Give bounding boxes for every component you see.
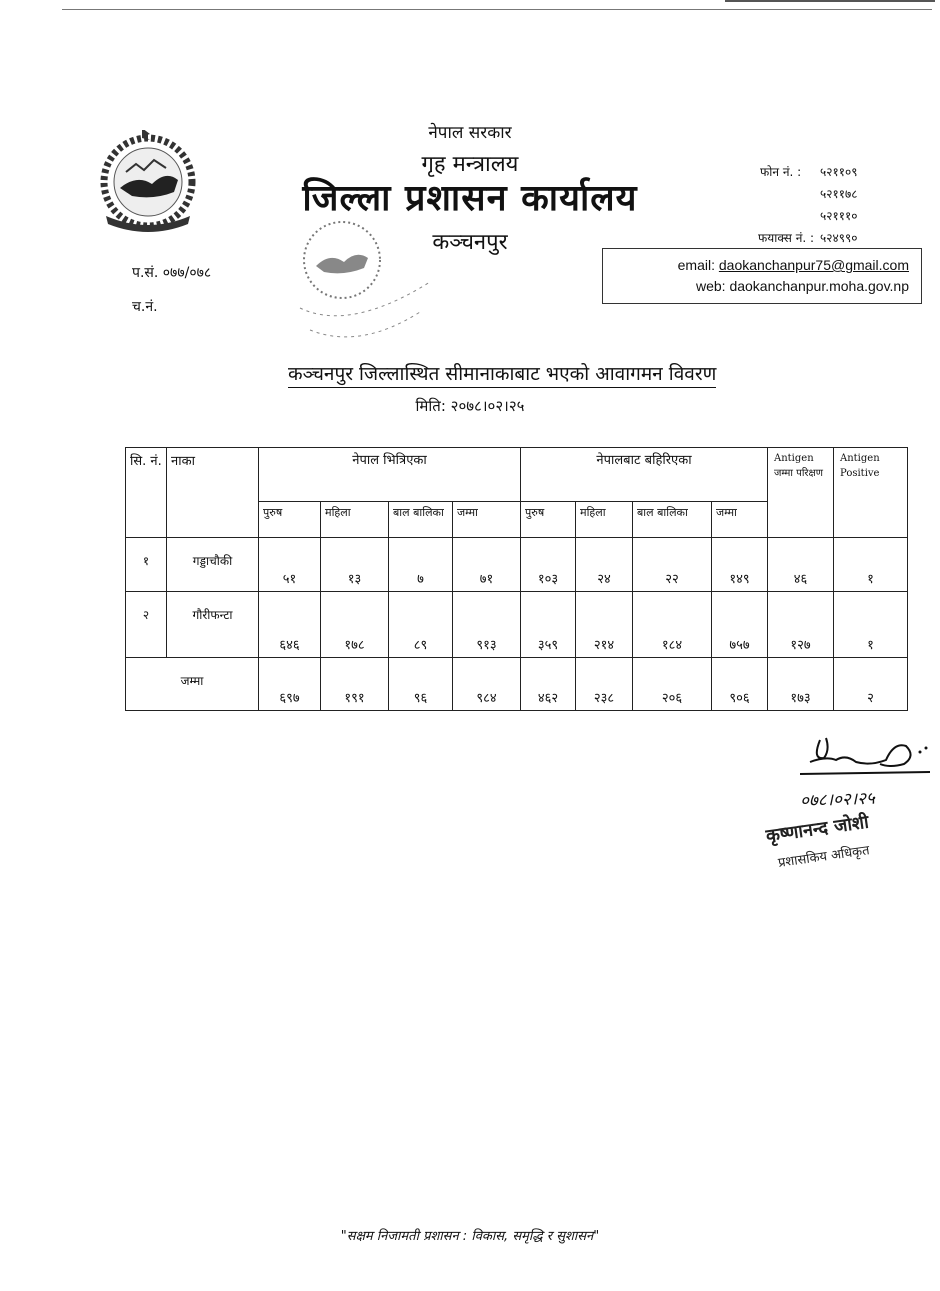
in-children: ७ xyxy=(389,538,453,592)
in-male: ५१ xyxy=(259,538,321,592)
out-children: २०६ xyxy=(633,658,712,711)
out-children: २२ xyxy=(633,538,712,592)
in-male: ६४६ xyxy=(259,592,321,658)
antigen-positive: १ xyxy=(834,538,908,592)
antigen-label: Antigen xyxy=(774,453,814,464)
in-male: ६९७ xyxy=(259,658,321,711)
header-naka: नाका xyxy=(167,448,259,538)
table-total-row xyxy=(126,658,908,711)
out-female: २३८ xyxy=(576,658,633,711)
row-naka: गौरीफन्टा xyxy=(167,592,259,658)
document-title: कञ्चनपुर जिल्लास्थित सीमानाकाबाट भएको आवागमन विवरण xyxy=(288,360,716,388)
web-address: daokanchanpur.moha.gov.np xyxy=(729,278,909,294)
phone-number: ५२१११० xyxy=(820,209,858,223)
header-entered-nepal: नेपाल भित्रिएका xyxy=(259,448,521,502)
header-government: नेपाल सरकार xyxy=(428,123,512,143)
antigen-total-label: जम्मा परिक्षण xyxy=(774,468,823,479)
contact-box xyxy=(602,248,922,304)
subheader-male: पुरुष xyxy=(259,502,321,538)
out-male: १०३ xyxy=(521,538,576,592)
email-label: email: xyxy=(677,257,715,273)
subheader-female: महिला xyxy=(321,502,389,538)
table-row xyxy=(126,592,908,658)
header-office: जिल्ला प्रशासन कार्यालय xyxy=(302,178,638,219)
subheader-male: पुरुष xyxy=(521,502,576,538)
header-ministry: गृह मन्त्रालय xyxy=(421,152,519,177)
web-line xyxy=(603,276,909,297)
footer-motto: "सक्षम निजामती प्रशासन : विकास, समृद्धि र सुशासन" xyxy=(340,1229,600,1244)
out-male: ३५९ xyxy=(521,592,576,658)
subheader-children: बाल बालिका xyxy=(633,502,712,538)
in-total: ९१३ xyxy=(453,592,521,658)
subheader-female: महिला xyxy=(576,502,633,538)
out-female: २४ xyxy=(576,538,633,592)
in-female: १९१ xyxy=(321,658,389,711)
subheader-total: जम्मा xyxy=(453,502,521,538)
phone-label: फोन नं. : xyxy=(760,165,802,179)
border-movement-table xyxy=(125,447,908,711)
in-total: ७१ xyxy=(453,538,521,592)
signature-date: ०७८।०२।२५ xyxy=(799,788,876,812)
signatory-name-stamp: कृष्णानन्द जोशी xyxy=(764,811,871,847)
total-label: जम्मा xyxy=(126,658,259,711)
handwritten-signature xyxy=(790,730,940,794)
subheader-children: बाल बालिका xyxy=(389,502,453,538)
header-exited-nepal: नेपालबाट बहिरिएका xyxy=(521,448,768,502)
reference-fiscal-year: प.सं. ०७७/०७८ xyxy=(132,265,212,281)
scan-edge-line xyxy=(62,9,932,10)
office-seal-stamp xyxy=(280,212,450,366)
out-female: २१४ xyxy=(576,592,633,658)
antigen-positive: २ xyxy=(834,658,908,711)
antigen-positive: १ xyxy=(834,592,908,658)
row-sn: १ xyxy=(126,538,167,592)
row-naka: गड्डाचौकी xyxy=(167,538,259,592)
out-total: ७५७ xyxy=(712,592,768,658)
antigen-total: १२७ xyxy=(768,592,834,658)
signatory-designation-stamp: प्रशासकिय अधिकृत xyxy=(777,843,871,871)
header-sn: सि. नं. xyxy=(126,448,167,538)
fax-number: ५२४९९० xyxy=(820,231,858,245)
out-total: १४९ xyxy=(712,538,768,592)
web-label: web: xyxy=(695,278,726,294)
out-children: १८४ xyxy=(633,592,712,658)
document-date: मिति: २०७८।०२।२५ xyxy=(415,397,525,415)
row-sn: २ xyxy=(126,592,167,658)
header-antigen-positive: Antigen Positive xyxy=(834,448,908,538)
subheader-total: जम्मा xyxy=(712,502,768,538)
in-children: ९६ xyxy=(389,658,453,711)
phone-number: ५२११७८ xyxy=(820,187,858,201)
email-line xyxy=(603,255,909,276)
header-district: कञ्चनपुर xyxy=(432,230,508,255)
antigen-total: ४६ xyxy=(768,538,834,592)
out-total: ९०६ xyxy=(712,658,768,711)
dispatch-number: च.नं. xyxy=(132,299,158,315)
in-children: ८९ xyxy=(389,592,453,658)
email-link[interactable]: daokanchanpur75@gmail.com xyxy=(718,257,909,273)
out-male: ४६२ xyxy=(521,658,576,711)
scan-edge-line xyxy=(725,0,935,2)
in-female: १७८ xyxy=(321,592,389,658)
in-total: ९८४ xyxy=(453,658,521,711)
table-header-row xyxy=(126,448,908,502)
table-row xyxy=(126,538,908,592)
antigen-total: १७३ xyxy=(768,658,834,711)
header-antigen-total xyxy=(768,448,834,538)
fax-label: फयाक्स नं. : xyxy=(758,231,815,245)
phone-number: ५२११०९ xyxy=(820,165,858,179)
in-female: १३ xyxy=(321,538,389,592)
